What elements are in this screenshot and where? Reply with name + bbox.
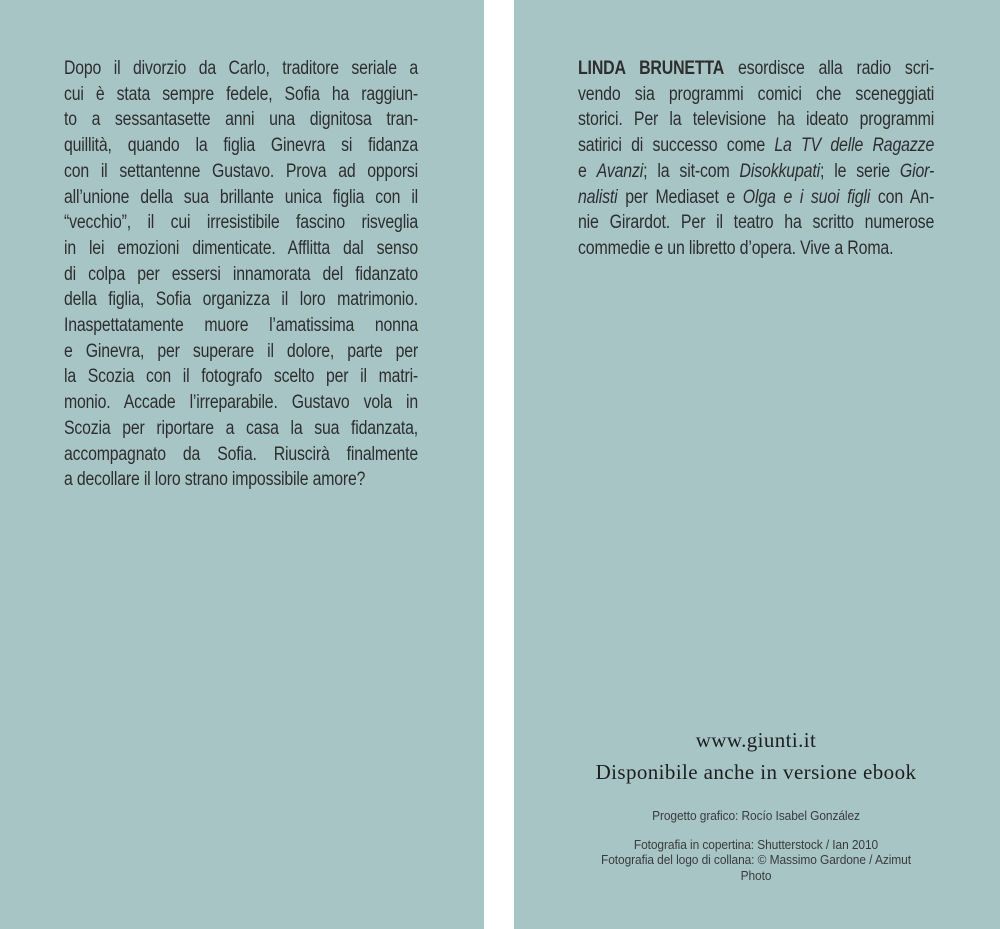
text-line: e Avanzi; la sit-com Disokkupati; le serie Gior- <box>578 160 935 182</box>
text-line: di colpa per essersi innamorata del fidanzato <box>64 263 419 285</box>
text-line: accompagnato da Sofia. Riuscirà finalmente <box>64 443 419 465</box>
flap-gutter <box>484 0 514 929</box>
production-credits <box>592 808 920 883</box>
text-line: Progetto grafico: Rocío Isabel González <box>652 808 860 823</box>
text-line: “vecchio”, il cui irresistibile fascino risveglia <box>64 212 419 234</box>
text-line: cui è stata sempre fedele, Sofia ha raggiun- <box>64 83 419 105</box>
text-line: Fotografia in copertina: Shutterstock / Ian 2010 <box>633 836 879 852</box>
text-line: Scozia per riportare a casa la sua fidanzata, <box>64 417 419 439</box>
text-line: a decollare il loro strano impossibile amore? <box>64 469 366 491</box>
text-line: quillità, quando la figlia Ginevra si fidanza <box>64 135 419 157</box>
text-line: satirici di successo come La TV delle Ragazze <box>578 135 935 157</box>
text-line: della figlia, Sofia organizza il loro matrimonio. <box>64 289 419 311</box>
text-line: vendo sia programmi comici che sceneggiati <box>578 83 935 105</box>
publisher-website: www.giunti.it <box>695 728 817 752</box>
text-line: con il settantenne Gustavo. Prova ad opporsi <box>64 160 419 182</box>
text-line: to a sessantasette anni una dignitosa tran- <box>64 109 419 131</box>
text-line: e Ginevra, per superare il dolore, parte per <box>64 340 419 362</box>
ebook-availability-notice: Disponibile anche in versione ebook <box>595 760 917 784</box>
text-line: la Scozia con il fotografo scelto per il matri- <box>64 366 419 388</box>
text-line: LINDA BRUNETTA esordisce alla radio scri- <box>578 58 935 79</box>
text-line: nalisti per Mediaset e Olga e i suoi figli con An- <box>578 186 935 208</box>
synopsis-text <box>64 56 418 493</box>
text-line: Fotografia del logo di collana: © Massimo Gardone / Azimut Photo <box>601 852 911 883</box>
text-line: commedie e un libretto d’opera. Vive a Roma. <box>578 237 894 259</box>
text-line: monio. Accade l’irreparabile. Gustavo vola in <box>64 392 419 414</box>
text-line: storici. Per la televisione ha ideato programmi <box>578 109 935 131</box>
text-line: all’unione della sua brillante unica figlia con il <box>64 186 419 208</box>
text-line: Dopo il divorzio da Carlo, traditore seriale a <box>64 58 419 79</box>
text-line: in lei emozioni dimenticate. Afflitta dal senso <box>64 237 419 259</box>
text-line: Inaspettatamente muore l’amatissima nonna <box>64 315 419 337</box>
text-line: nie Girardot. Per il teatro ha scritto numerose <box>578 212 935 234</box>
author-bio-text <box>578 56 934 262</box>
